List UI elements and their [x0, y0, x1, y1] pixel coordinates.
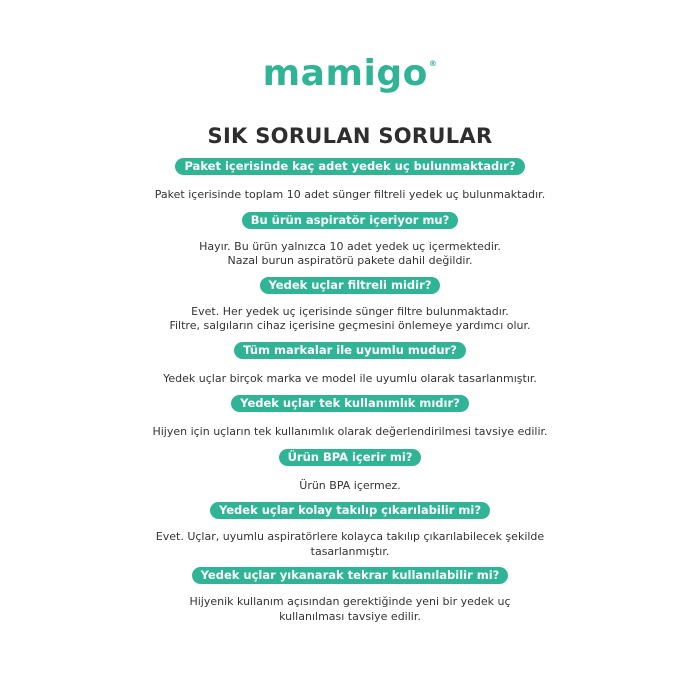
faq-question: Yedek uçlar kolay takılıp çıkarılabilir mi?: [210, 502, 490, 519]
faq-item: [155, 158, 545, 203]
faq-answer: [163, 372, 537, 387]
faq-answer-line: Filtre, salgıların cihaz içerisine geçmesini önlemeye yardımcı olur.: [169, 319, 531, 332]
faq-answer-line: Evet. Her yedek uç içerisinde sünger filtre bulunmaktadır.: [191, 304, 509, 318]
faq-item: [156, 502, 544, 559]
faq-question: Yedek uçlar yıkanarak tekrar kullanılabilir mi?: [192, 567, 509, 584]
faq-answer-line: Hijyen için uçların tek kullanımlık olarak değerlendirilmesi tavsiye edilir.: [152, 425, 548, 438]
faq-answer-line: kullanılması tavsiye edilir.: [279, 609, 421, 623]
faq-item: [152, 395, 547, 440]
faq-answer: [155, 188, 545, 203]
faq-item: [169, 277, 530, 334]
brand-logo: [262, 53, 438, 96]
faq-answer: [152, 425, 547, 440]
faq-question: Yedek uçlar filtreli midir?: [260, 277, 441, 294]
faq-answer: [156, 530, 544, 559]
faq-question: Paket içerisinde kaç adet yedek uç bulunmaktadır?: [175, 158, 524, 175]
faq-answer-line: Yedek uçlar birçok marka ve model ile uyumlu olarak tasarlanmıştır.: [163, 371, 537, 385]
faq-answer: [189, 595, 510, 624]
faq-answer: [199, 240, 501, 269]
faq-answer-line: Hijyenik kullanım açısından gerektiğinde yeni bir yedek uç: [189, 595, 511, 608]
faq-answer-line: tasarlanmıştır.: [310, 544, 390, 558]
faq-answer: [169, 305, 530, 334]
faq-answer-line: Paket içerisinde toplam 10 adet sünger filtreli yedek uç bulunmaktadır.: [154, 188, 546, 201]
faq-list: [0, 158, 700, 624]
faq-item: [279, 449, 422, 494]
faq-question: Yedek uçlar tek kullanımlık mıdır?: [231, 395, 469, 412]
registered-mark: ®: [428, 59, 438, 68]
logo-text: mamigo: [262, 53, 428, 94]
faq-answer-line: Hayır. Bu ürün yalnızca 10 adet yedek uç içermektedir.: [199, 239, 501, 253]
page-title: SIK SORULAN SORULAR: [207, 124, 493, 148]
faq-answer-line: Evet. Uçlar, uyumlu aspiratörlere kolayca takılıp çıkarılabilecek şekilde: [155, 530, 545, 543]
faq-answer-line: Nazal burun aspiratörü pakete dahil değildir.: [227, 254, 473, 267]
faq-answer: [299, 479, 400, 494]
faq-question: Bu ürün aspiratör içeriyor mu?: [242, 212, 459, 229]
faq-question: Ürün BPA içerir mi?: [279, 449, 422, 466]
faq-item: [163, 342, 537, 387]
faq-question: Tüm markalar ile uyumlu mudur?: [234, 342, 466, 359]
faq-item: [189, 567, 510, 624]
faq-answer-line: Ürün BPA içermez.: [299, 478, 401, 492]
faq-item: [199, 212, 501, 269]
